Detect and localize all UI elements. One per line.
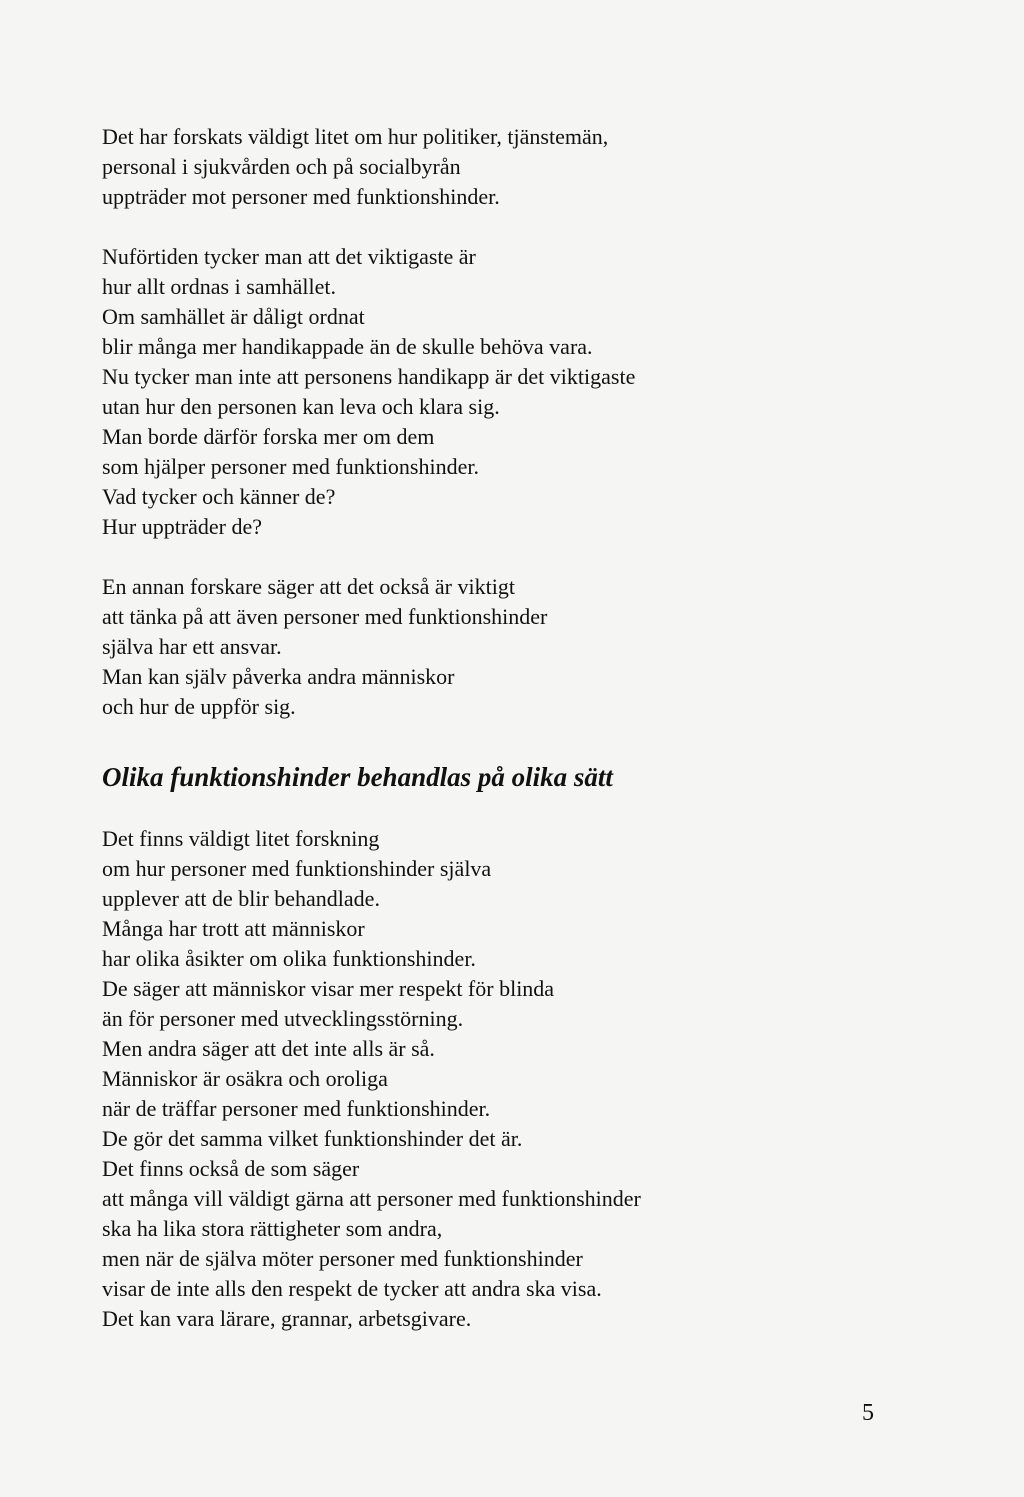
text-line: och hur de uppför sig. [102,694,296,719]
paragraph-own-responsibility [102,572,922,722]
page-number: 5 [862,1400,874,1426]
text-line: men när de själva möter personer med funktionshinder [102,1246,583,1271]
text-line: Det har forskats väldigt litet om hur politiker, tjänstemän, [102,124,609,149]
text-line: att många vill väldigt gärna att personer med funktionshinder [102,1186,641,1211]
text-line: Det kan vara lärare, grannar, arbetsgivare. [102,1306,472,1331]
text-line: själva har ett ansvar. [102,634,282,659]
text-line: upplever att de blir behandlade. [102,886,380,911]
text-line: personal i sjukvården och på socialbyrån [102,154,461,179]
text-line: Människor är osäkra och oroliga [102,1066,388,1091]
text-line: En annan forskare säger att det också är viktigt [102,574,515,599]
text-line: att tänka på att även personer med funktionshinder [102,604,548,629]
text-line: Nuförtiden tycker man att det viktigaste är [102,244,476,269]
text-line: Man borde därför forska mer om dem [102,424,435,449]
text-line: De gör det samma vilket funktionshinder det är. [102,1126,523,1151]
page-content [102,122,922,1334]
paragraph-different-treatment [102,824,922,1334]
text-line: Hur uppträder de? [102,514,263,539]
text-line: utan hur den personen kan leva och klara sig. [102,394,500,419]
text-line: har olika åsikter om olika funktionshinder. [102,946,476,971]
text-line: ska ha lika stora rättigheter som andra, [102,1216,443,1241]
text-line: Om samhället är dåligt ordnat [102,304,365,329]
text-line: uppträder mot personer med funktionshinder. [102,184,500,209]
text-line: Det finns också de som säger [102,1156,360,1181]
text-line: om hur personer med funktionshinder själva [102,856,492,881]
section-heading: Olika funktionshinder behandlas på olika sätt [102,762,613,792]
text-line: De säger att människor visar mer respekt för blinda [102,976,555,1001]
text-line: hur allt ordnas i samhället. [102,274,336,299]
text-line: när de träffar personer med funktionshinder. [102,1096,491,1121]
text-line: Man kan själv påverka andra människor [102,664,455,689]
text-line: Många har trott att människor [102,916,365,941]
paragraph-gap [102,212,922,242]
text-line: Vad tycker och känner de? [102,484,336,509]
paragraph-research-on-officials [102,122,922,212]
paragraph-gap [102,722,922,752]
text-line: Men andra säger att det inte alls är så. [102,1036,435,1061]
paragraph-gap [102,542,922,572]
text-line: blir många mer handikappade än de skulle behöva vara. [102,334,593,359]
text-line: Nu tycker man inte att personens handikapp är det viktigaste [102,364,636,389]
text-line: Det finns väldigt litet forskning [102,826,380,851]
text-line: än för personer med utvecklingsstörning. [102,1006,464,1031]
paragraph-society-organisation [102,242,922,542]
text-line: som hjälper personer med funktionshinder. [102,454,479,479]
text-line: visar de inte alls den respekt de tycker att andra ska visa. [102,1276,602,1301]
